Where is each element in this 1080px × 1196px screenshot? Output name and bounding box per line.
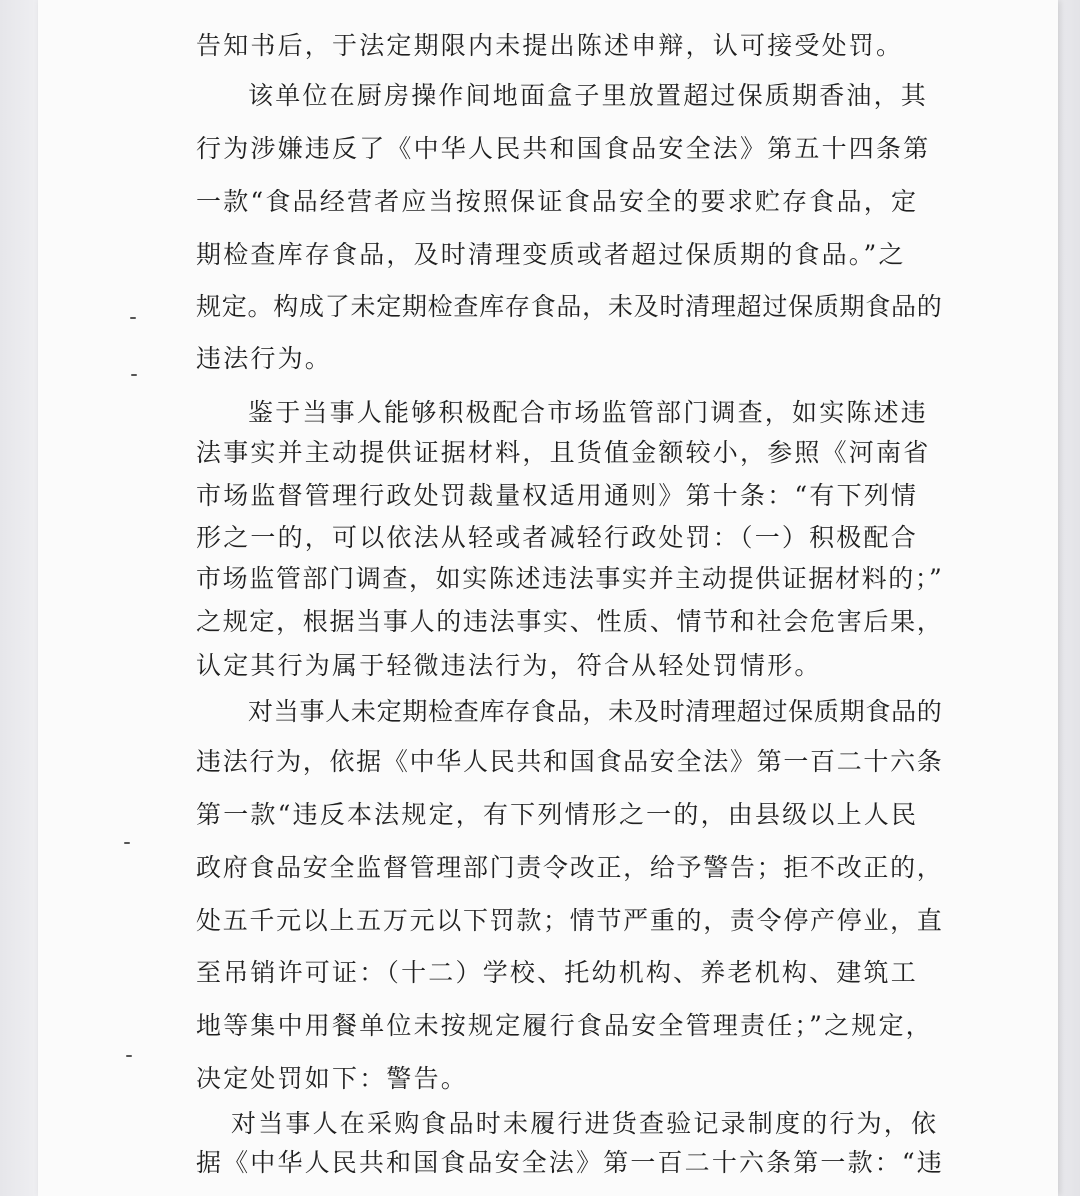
- margin-mark: [130, 317, 136, 319]
- text-line: 规定。构成了未定期检查库存食品，未及时清理超过保质期食品的: [196, 292, 943, 321]
- text-line: 政府食品安全监督管理部门责令改正，给予警告；拒不改正的，: [196, 853, 944, 882]
- text-line: 处五千元以上五万元以下罚款；情节严重的，责令停产停业，直: [196, 906, 944, 935]
- text-line: 违法行为，依据《中华人民共和国食品安全法》第一百二十六条: [196, 747, 944, 776]
- text-line: 之规定，根据当事人的违法事实、性质、情节和社会危害后果，: [196, 607, 944, 636]
- text-line: 对当事人未定期检查库存食品，未及时清理超过保质期食品的: [248, 697, 943, 726]
- text-line: 对当事人在采购食品时未履行进货查验记录制度的行为，依: [231, 1109, 939, 1138]
- text-line: 法事实并主动提供证据材料，且货值金额较小，参照《河南省: [196, 438, 931, 467]
- text-line: 形之一的，可以依法从轻或者减轻行政处罚：（一）积极配合: [196, 523, 918, 552]
- text-line: 地等集中用餐单位未按规定履行食品安全管理责任；”之规定，: [196, 1011, 933, 1040]
- text-line: 认定其行为属于轻微违法行为，符合从轻处罚情形。: [196, 651, 822, 680]
- text-line: 期检查库存食品，及时清理变质或者超过保质期的食品。”之: [196, 240, 906, 269]
- text-line: 决定处罚如下：警告。: [196, 1064, 469, 1093]
- text-line: 第一款“违反本法规定，有下列情形之一的，由县级以上人民: [196, 800, 919, 829]
- text-line: 一款“食品经营者应当按照保证食品安全的要求贮存食品，定: [196, 187, 919, 216]
- text-line: 据《中华人民共和国食品安全法》第一百二十六条第一款：“违: [196, 1148, 944, 1177]
- text-line: 鉴于当事人能够积极配合市场监管部门调查，如实陈述违: [248, 398, 929, 427]
- margin-mark: [126, 1055, 132, 1057]
- text-line: 该单位在厨房操作间地面盒子里放置超过保质期香油，其: [248, 81, 929, 110]
- margin-mark: [131, 374, 137, 376]
- text-line: 违法行为。: [196, 344, 333, 373]
- text-line: 告知书后，于法定期限内未提出陈述申辩，认可接受处罚。: [196, 31, 904, 60]
- text-line: 市场监督管理行政处罚裁量权适用通则》第十条：“有下列情: [196, 481, 919, 510]
- margin-mark: [124, 842, 130, 844]
- text-line: 市场监管部门调查，如实陈述违法事实并主动提供证据材料的；”: [196, 564, 944, 593]
- text-line: 行为涉嫌违反了《中华人民共和国食品安全法》第五十四条第: [196, 134, 931, 163]
- text-line: 至吊销许可证：（十二）学校、托幼机构、养老机构、建筑工: [196, 958, 918, 987]
